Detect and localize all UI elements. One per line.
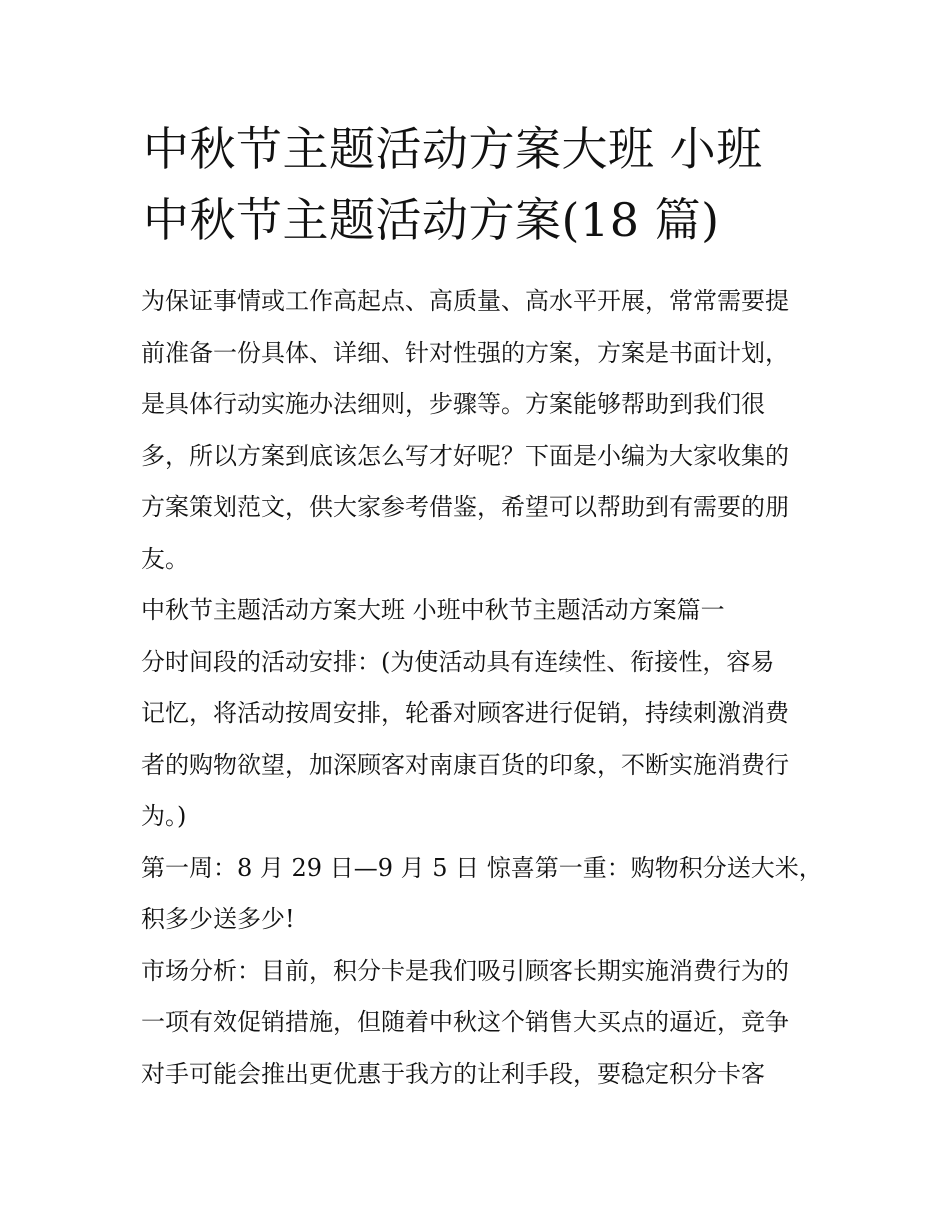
- text-line: 是具体行动实施办法细则，步骤等。方案能够帮助到我们很: [141, 390, 765, 418]
- text-line: 为保证事情或工作高起点、高质量、高水平开展，常常需要提: [141, 287, 789, 315]
- title-line-2: 中秋节主题活动方案(18 篇): [143, 193, 720, 247]
- title-line-1: 中秋节主题活动方案大班 小班: [143, 122, 763, 176]
- text-line: 记忆，将活动按周安排，轮番对顾客进行促销，持续刺激消费: [141, 699, 789, 727]
- section-heading-paragraph: [141, 585, 821, 637]
- text-line: 积多少送多少!: [141, 905, 295, 933]
- market-analysis-paragraph: [141, 946, 821, 1101]
- text-line: 前准备一份具体、详细、针对性强的方案，方案是书面计划，: [141, 338, 789, 367]
- text-line: 为。): [141, 802, 187, 830]
- document-body: [141, 276, 821, 1100]
- text-line: 多，所以方案到底该怎么写才好呢？下面是小编为大家收集的: [141, 441, 789, 470]
- text-line: 分时间段的活动安排：(为使活动具有连续性、衔接性，容易: [141, 647, 775, 676]
- text-line: 中秋节主题活动方案大班 小班中秋节主题活动方案篇一: [141, 596, 725, 624]
- week-one-paragraph: [141, 843, 821, 946]
- text-line: 对手可能会推出更优惠于我方的让利手段，要稳定积分卡客: [141, 1059, 765, 1088]
- intro-paragraph: [141, 276, 821, 585]
- schedule-paragraph: [141, 637, 821, 843]
- text-line: 方案策划范文，供大家参考借鉴，希望可以帮助到有需要的朋: [141, 493, 789, 521]
- text-line: 者的购物欲望，加深顾客对南康百货的印象，不断实施消费行: [141, 750, 789, 779]
- text-line: 第一周：8 月 29 日—9 月 5 日 惊喜第一重：购物积分送大米，: [141, 853, 823, 882]
- text-line: 友。: [141, 544, 189, 573]
- text-line: 一项有效促销措施，但随着中秋这个销售大买点的逼近，竞争: [141, 1008, 789, 1036]
- text-line: 市场分析：目前，积分卡是我们吸引顾客长期实施消费行为的: [141, 956, 789, 985]
- document-title: [143, 114, 823, 256]
